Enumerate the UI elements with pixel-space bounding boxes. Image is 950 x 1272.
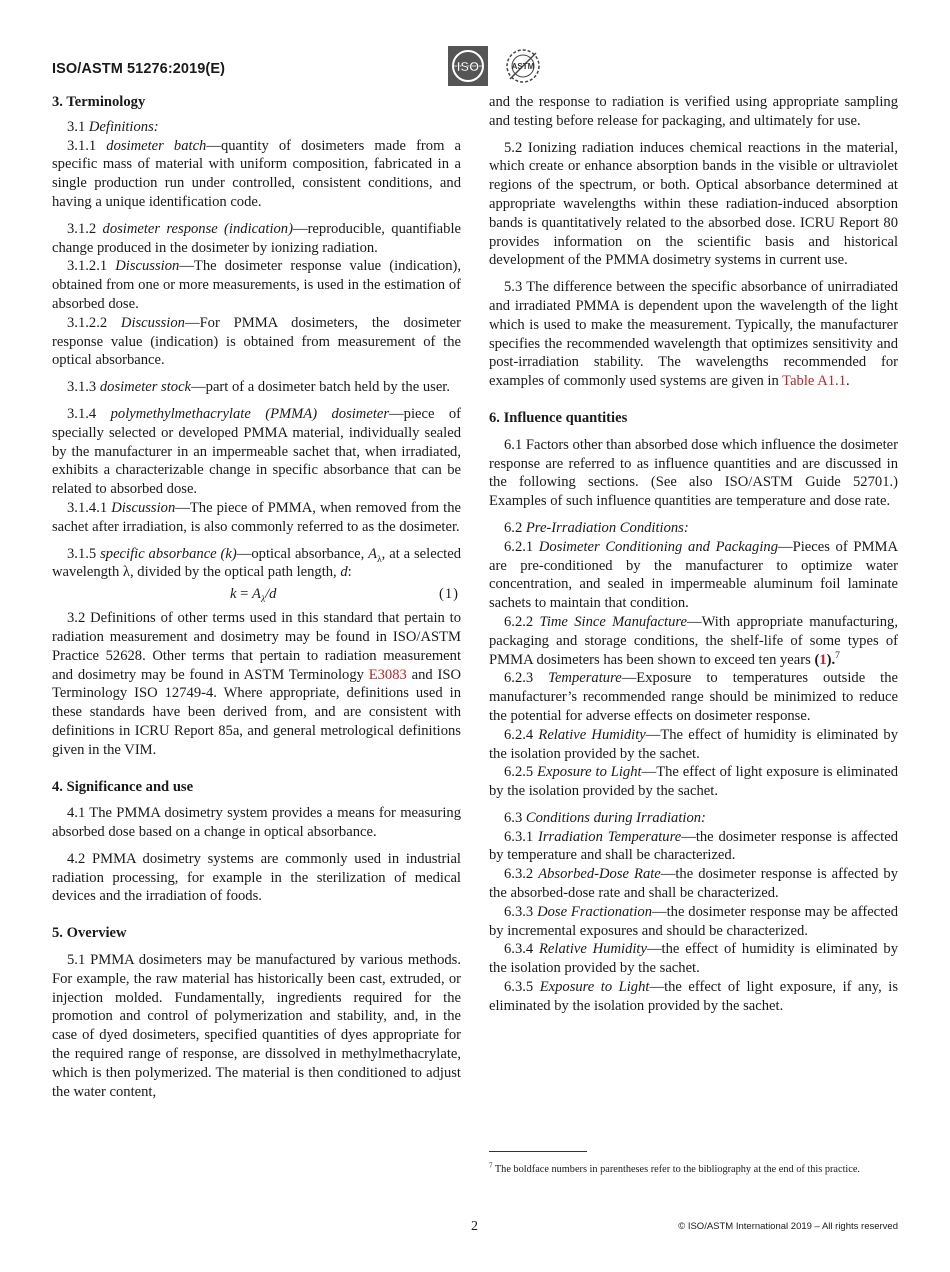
para-3-1-2-2: 3.1.2.2 Discussion—For PMMA dosimeters, the dosimeter response value (indication) is obtained from measurement of the optical absorbance. <box>52 314 461 369</box>
para-3-1-4-1: 3.1.4.1 Discussion—The piece of PMMA, when removed from the sachet after irradiation, is also commonly referred to as the dosimeter. <box>52 499 462 535</box>
left-column <box>52 93 461 1101</box>
para-3-1-2-1: 3.1.2.1 Discussion—The dosimeter response value (indication), obtained from one or more measurements, is used in the estimation of absorbed dose. <box>52 258 461 312</box>
iso-logo-text: ISO <box>456 59 480 74</box>
para-6-2-1: 6.2.1 Dosimeter Conditioning and Packaging—Pieces of PMMA are pre-conditioned by the manufacturer to optimize water concentration, and sealed in impermeable aluminum foil laminate sachets to maintain that condition. <box>489 538 898 612</box>
para-4-2: 4.2 PMMA dosimetry systems are commonly used in industrial radiation processing, for example in the sterilization of medical devices and the irradiation of foods. <box>52 850 461 905</box>
para-6-1: 6.1 Factors other than absorbed dose which influence the dosimeter response are referred to as influence quantities and are discussed in the following sections. (See also ISO/ASTM Guide 52701.) Examples of such influence quantities are temperature and dose rate. <box>489 436 898 510</box>
para-6-2-2: 6.2.2 Time Since Manufacture—With appropriate manufacturing, packaging and storage conditions, the shelf-life of some types of PMMA dosimeters has been shown to exceed ten years (1).$^7$ <box>489 613 899 668</box>
footnote-ref-7[interactable]: 7 <box>835 650 840 661</box>
astm-logo <box>502 46 544 86</box>
para-3-1-1: 3.1.1 dosimeter batch—quantity of dosimeters made from a specific mass of material with uniform composition, fabricated in a single production run under controlled, consistent conditions, and having a unique identification code. <box>52 137 461 210</box>
section-3-heading: 3. Terminology <box>52 94 146 110</box>
para-6-2: 6.2 Pre-Irradiation Conditions: <box>504 519 689 536</box>
link-table-a1-1[interactable]: Table A1.1 <box>782 373 846 390</box>
section-6-heading: 6. Influence quantities <box>489 409 628 426</box>
para-4-1: 4.1 The PMMA dosimetry system provides a means for measuring absorbed dose based on a change in optical absorbance. <box>52 805 461 841</box>
right-column <box>489 93 898 1016</box>
para-3-1-4: 3.1.4 polymethylmethacrylate (PMMA) dosimeter—piece of specially selected or developed PMMA material, individually sealed by the manufacturer in an impermeable sachet that, when irradiated, exhibits a characterizable change in specific absorbance that can be related to absorbed dose. <box>52 405 461 498</box>
equation-1: $k = A_\lambda/d$ (1) <box>230 586 459 606</box>
footnote-rule <box>489 1151 587 1152</box>
para-6-3-5: 6.3.5 Exposure to Light—the effect of light exposure, if any, is eliminated by the isolation provided by the sachet. <box>489 979 899 1014</box>
para-6-2-5: 6.2.5 Exposure to Light—The effect of light exposure is eliminated by the isolation provided by the sachet. <box>489 764 899 800</box>
para-5-1: 5.1 PMMA dosimeters may be manufactured by various methods. For example, the raw material has historically been cast, extruded, or injection molded. Fundamentally, ingredients required for the promotion and control of polymerization and stability, and, in the case of dyed dosimeters, specified quantities of dyes appropriate for the required range of response, are dissolved in methylmethacrylate, which is then polymerized. The material is then conditioned to adjust the water content, <box>52 952 461 1100</box>
iso-logo <box>448 46 488 86</box>
para-6-3-2: 6.3.2 Absorbed-Dose Rate—the dosimeter response is affected by the absorbed-dose rate and shall be characterized. <box>489 866 898 902</box>
para-6-2-4: 6.2.4 Relative Humidity—The effect of humidity is eliminated by the isolation provided by the sachet. <box>489 726 898 762</box>
para-5-3: 5.3 The difference between the specific absorbance of unirradiated and irradiated PMMA is dependent upon the wavelength of the light which is used to make the measurement. Typically, the manufacturer specifies the recommended wavelength that optimizes sensitivity and post-irradiation stability. The wavelengths recommended for examples of commonly used systems are given in Table A1.1. <box>489 279 898 390</box>
para-6-3-1: 6.3.1 Irradiation Temperature—the dosimeter response is affected by temperature and shall be characterized. <box>489 828 898 864</box>
equation-number: (1) <box>438 586 459 603</box>
para-6-3-4: 6.3.4 Relative Humidity—the effect of humidity is eliminated by the isolation provided by the sachet. <box>489 941 898 977</box>
page-number: 2 <box>471 1219 478 1234</box>
astm-logo-text: ASTM <box>511 62 535 71</box>
copyright-notice: © ISO/ASTM International 2019 – All rights reserved <box>678 1221 898 1232</box>
section-5-heading: 5. Overview <box>52 925 127 942</box>
para-6-3: 6.3 Conditions during Irradiation: <box>504 809 706 826</box>
link-e3083[interactable]: E3083 <box>368 666 407 683</box>
bibliography-ref-1[interactable]: 1 <box>819 651 827 668</box>
footnote-7: $^7$ The boldface numbers in parentheses refer to the bibliography at the end of this practice. <box>489 1161 861 1175</box>
para-3-1-5: 3.1.5 specific absorbance (k)—optical absorbance, $A_\lambda$, at a selected wavelength λ, divided by the optical path length, d: <box>52 545 462 581</box>
document-id: ISO/ASTM 51276:2019(E) <box>52 61 226 77</box>
para-5-2: 5.2 Ionizing radiation induces chemical reactions in the material, which create or enhance absorption bands in the visible or ultraviolet regions of the spectrum, or both. Optical absorbance determined at appropriate wavelengths within these radiation-induced absorption bands is quantitatively related to the absorbed dose. ICRU Report 80 provides information on the scientific basis and historical development of the PMMA dosimetry systems in current use. <box>489 139 898 269</box>
para-3-1: 3.1 Definitions: <box>67 118 159 135</box>
para-3-2: 3.2 Definitions of other terms used in this standard that pertain to radiation measurement and dosimetry may be found in ISO/ASTM Practice 52628. Other terms that pertain to radiation measurement and dosimetry may be found in ASTM Terminology E3083 and ISO Terminology ISO 12749-4. Where appropriate, definitions used in these standards have been derived from, and are consistent with definitions in ICRU Report 85a, and general metrological definitions given in the VIM. <box>52 610 461 758</box>
section-4-heading: 4. Significance and use <box>52 778 194 795</box>
para-3-1-2: 3.1.2 dosimeter response (indication)—reproducible, quantifiable change produced in the dosimeter by ionizing radiation. <box>52 220 461 256</box>
para-6-2-3: 6.2.3 Temperature—Exposure to temperatures outside the manufacturer’s recommended range should be minimized to reduce the potential for adverse effects on dosimeter response. <box>489 670 898 724</box>
para-6-3-3: 6.3.3 Dose Fractionation—the dosimeter response may be affected by incremental exposures and should be characterized. <box>489 903 898 939</box>
para-5-1-continued: and the response to radiation is verified using appropriate sampling and testing before release for packaging, and ultimately for use. <box>489 94 898 129</box>
para-3-1-3: 3.1.3 dosimeter stock—part of a dosimeter batch held by the user. <box>67 379 451 396</box>
